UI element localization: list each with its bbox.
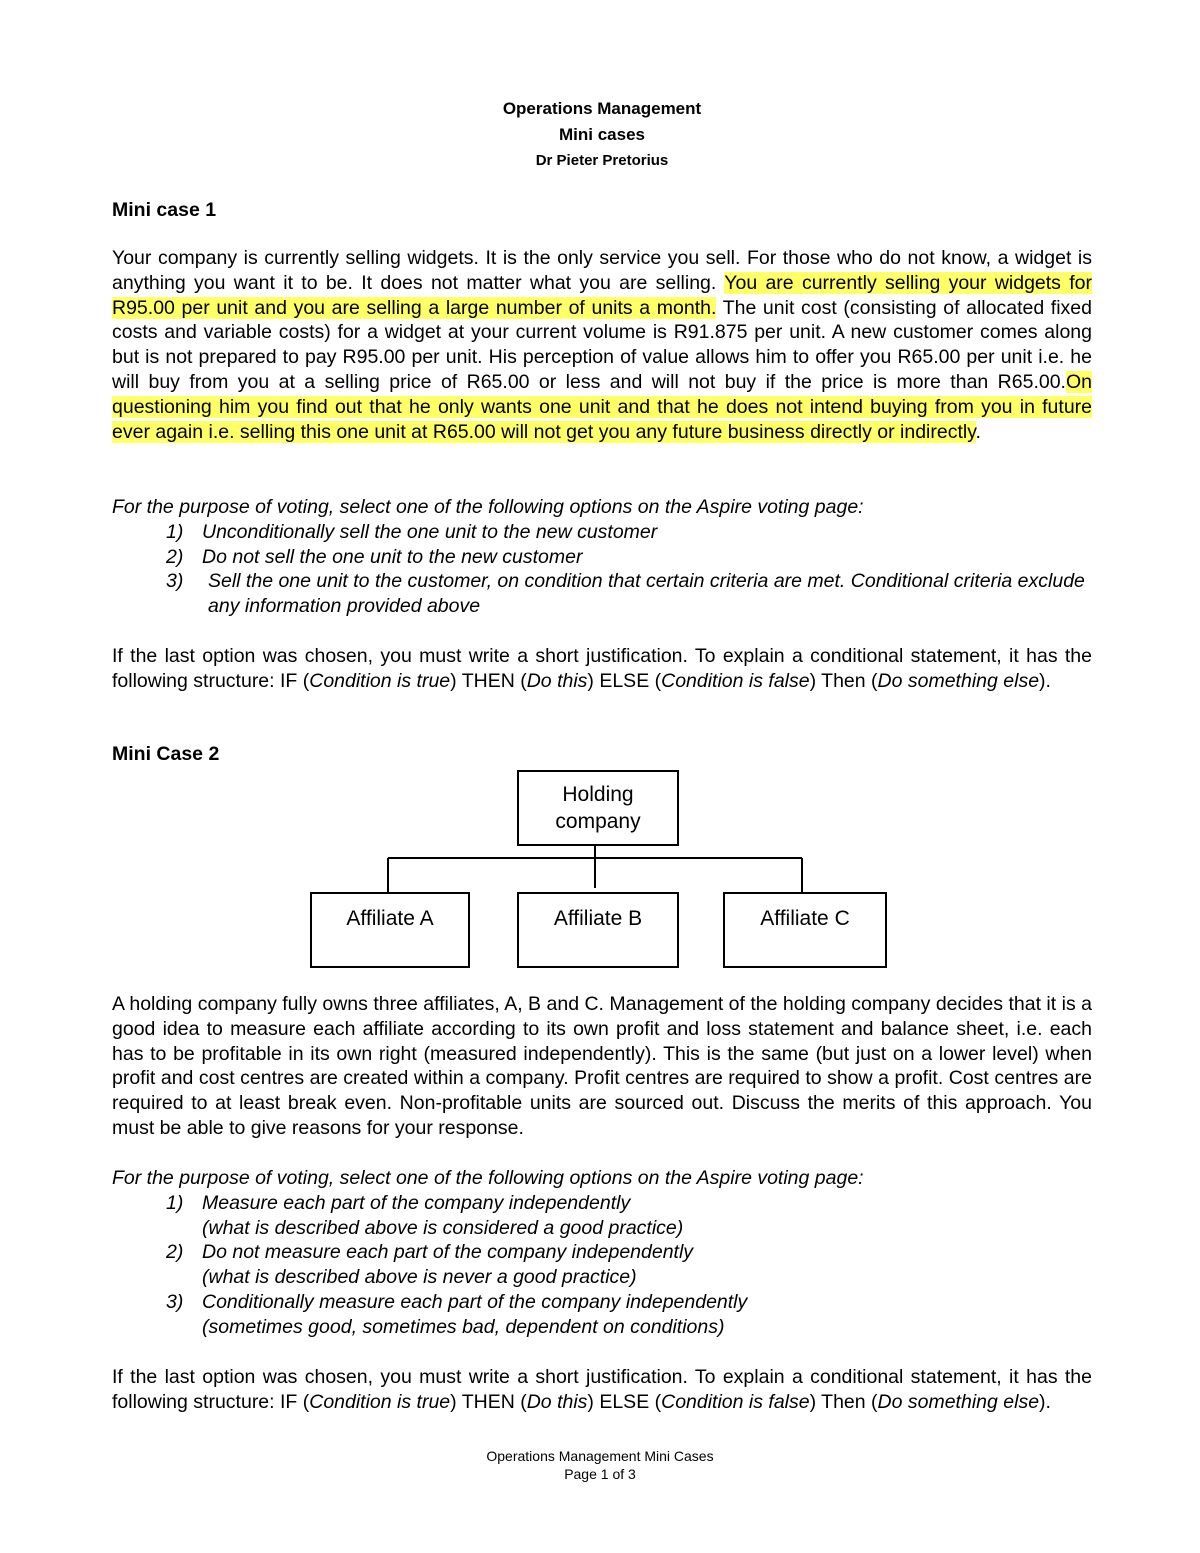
case2-vote-intro: For the purpose of voting, select one of the following options on the Aspire voting page: [112,1167,864,1189]
option-number: 2) [166,545,184,568]
case1-option-list [112,520,1092,619]
just-lead: If the last option was chosen, you must write a short justification. To explain a conditional statement, it has the following structure: IF ( [112,1366,1092,1413]
case1-heading: Mini case 1 [112,199,217,221]
case1-voting [112,495,1092,619]
just-do-else: Do something else [877,669,1040,692]
just-do-this: Do this [526,1390,588,1413]
case1-option-3 [112,569,1092,619]
just-lead: If the last option was chosen, you must write a short justification. To explain a conditional statement, it has the following structure: IF ( [112,645,1092,692]
just-cond-true: Condition is true [309,1390,451,1413]
option-number: 3) [166,570,184,593]
case1-justification [112,644,1092,694]
option-text: Unconditionally sell the one unit to the new customer [202,520,658,543]
just-do-this: Do this [526,669,588,692]
option-number: 3) [166,1290,184,1313]
just-else: ) ELSE ( [587,1390,662,1413]
case1-text-end: . [975,420,981,443]
option-note: (what is described above is never a good practice) [202,1266,637,1289]
org-chart [112,766,1092,976]
case1-paragraph [112,246,1092,444]
affiliate-b-label: Affiliate B [553,906,643,930]
page-footer [0,1447,1200,1483]
footer-title: Operations Management Mini Cases [486,1448,714,1464]
affiliate-c-box [723,892,887,968]
just-do-else: Do something else [877,1390,1040,1413]
document-author: Dr Pieter Pretorius [535,152,669,169]
document-subtitle: Mini cases [559,125,645,144]
option-number: 1) [166,1191,184,1214]
option-text: Do not measure each part of the company independently [202,1241,694,1264]
option-text: Measure each part of the company independently [202,1191,631,1214]
just-cond-false: Condition is false [661,669,810,692]
affiliate-b-box [517,892,679,968]
footer-page-number: Page 1 of 3 [564,1466,636,1482]
option-text: Do not sell the one unit to the new customer [202,545,583,568]
case2-option-3 [112,1290,1092,1340]
case1-option-1 [112,520,1092,545]
holding-company-label: Holding company [555,783,641,833]
just-cond-true: Condition is true [309,669,451,692]
option-number: 2) [166,1241,184,1264]
case1-text-2: The unit cost (consisting of allocated fixed costs and variable costs) for a widget at your current volume is R91.875 per unit. A new customer comes along but is not prepared to pay R95.00 per unit. His perception of value allows him to offer you R65.00 per unit i.e. he will buy from you at a selling price of R65.00 or less and will not buy if the price is more than R65.00. [112,296,1092,393]
case2-option-2 [112,1240,1092,1290]
case1-text-1: Your company is currently selling widgets. It is the only service you sell. For those who do not know, a widget is anything you want it to be. It does not matter what you are selling. [112,247,1092,294]
holding-company-box [517,770,679,846]
affiliate-c-label: Affiliate C [760,906,850,930]
case2-voting [112,1166,1092,1340]
just-else: ) ELSE ( [587,669,662,692]
case2-option-list [112,1191,1092,1340]
case2-heading: Mini Case 2 [112,743,220,765]
just-then: ) THEN ( [450,669,527,692]
just-cond-false: Condition is false [661,1390,810,1413]
option-note: (sometimes good, sometimes bad, dependent on conditions) [202,1315,725,1338]
case2-paragraph: A holding company fully owns three affiliates, A, B and C. Management of the holding company decides that it is a good idea to measure each affiliate according to its own profit and loss statement and balance sheet, i.e. each has to be profitable in its own right (measured independently). This is the same (but just on a lower level) when profit and cost centres are created within a company. Profit centres are required to show a profit. Cost centres are required to at least break even. Non-profitable units are sourced out. Discuss the merits of this approach. You must be able to give reasons for your response. [112,993,1092,1139]
case1-option-2 [112,545,1092,570]
option-text: Conditionally measure each part of the company independently [202,1290,748,1313]
case1-highlight-2: On questioning him you find out that he only wants one unit and that he does not intend buying from you in future ever again i.e. selling this one unit at R65.00 will not get you any future business directly or indirectly [112,370,1092,443]
case2-option-1 [112,1191,1092,1241]
option-note: (what is described above is considered a good practice) [202,1216,684,1239]
option-text: Sell the one unit to the customer, on condition that certain criteria are met. Conditional criteria exclude any information provided above [208,570,1085,618]
just-then2: ) Then ( [809,669,878,692]
just-then2: ) Then ( [809,1390,878,1413]
just-end: ). [1039,669,1051,692]
affiliate-a-label: Affiliate A [346,906,434,930]
document-page [112,96,1092,1413]
title-block [112,96,1092,174]
just-then: ) THEN ( [450,1390,527,1413]
option-number: 1) [166,520,184,543]
just-end: ). [1039,1390,1051,1413]
case2-justification [112,1365,1092,1415]
case1-vote-intro: For the purpose of voting, select one of the following options on the Aspire voting page: [112,496,864,518]
case1-highlight-1: You are currently selling your widgets for R95.00 per unit and you are selling a large number of units a month. [112,271,1092,319]
affiliate-a-box [310,892,470,968]
document-title: Operations Management [502,99,702,118]
